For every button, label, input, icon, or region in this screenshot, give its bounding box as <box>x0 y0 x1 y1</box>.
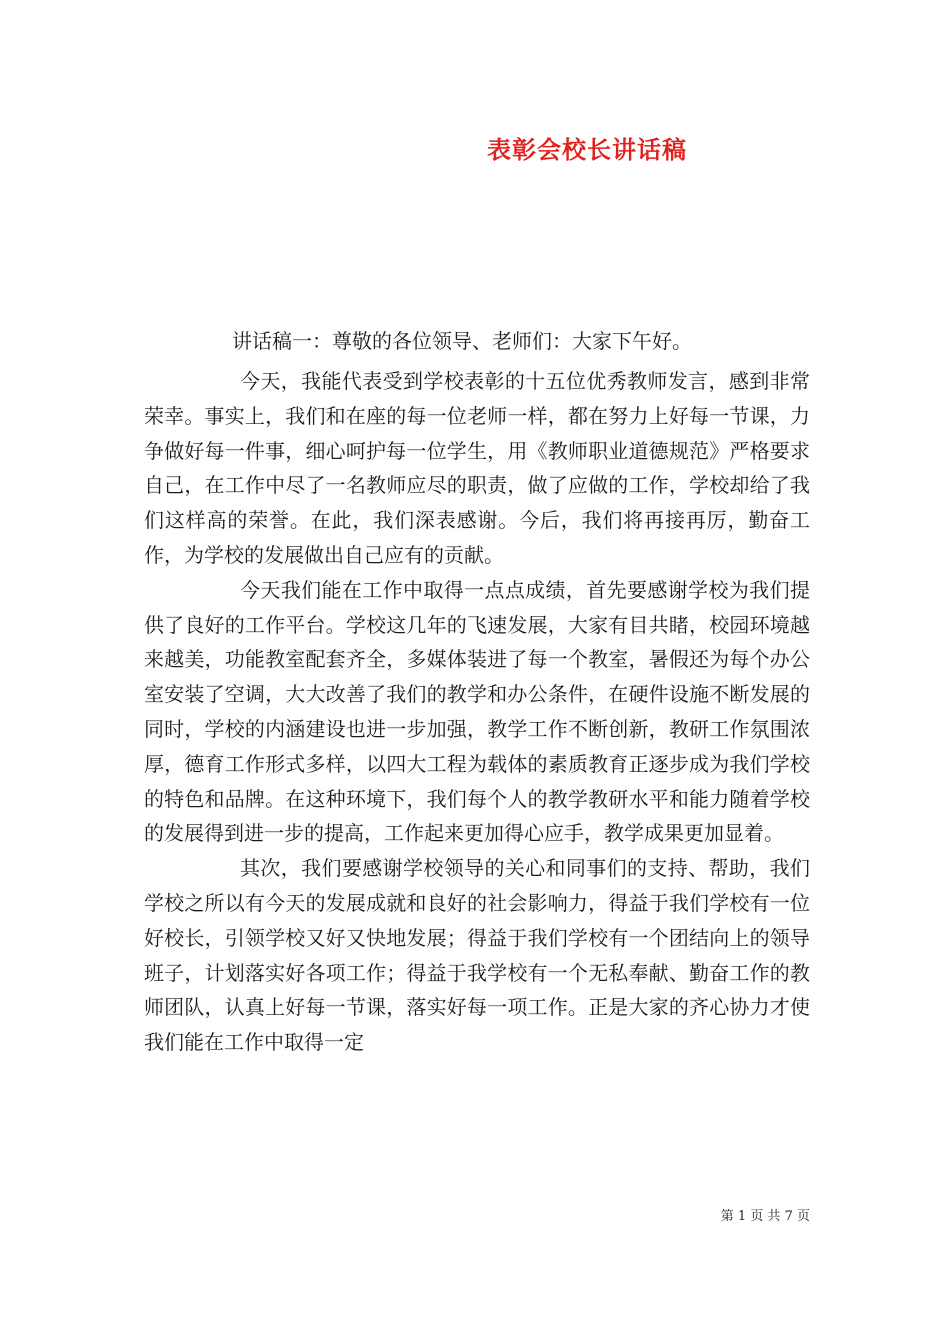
title-block <box>487 132 867 168</box>
document-body <box>144 364 810 1060</box>
document-title: 表彰会校长讲话稿 <box>487 135 687 164</box>
paragraph-3: 其次，我们要感谢学校领导的关心和同事们的支持、帮助，我们学校之所以有今天的发展成就和良好的社会影响力，得益于我们学校有一位好校长，引领学校又好又快地发展；得益于我们学校有一个团结向上的领导班子，计划落实好各项工作；得益于我学校有一个无私奉献、勤奋工作的教师团队，认真上好每一节课，落实好每一项工作。正是大家的齐心协力才使我们能在工作中取得一定 <box>144 856 810 1055</box>
paragraph-1: 今天，我能代表受到学校表彰的十五位优秀教师发言，感到非常荣幸。事实上，我们和在座的每一位老师一样，都在努力上好每一节课，力争做好每一件事，细心呵护每一位学生，用《教师职业道德规范》严格要求自己，在工作中尽了一名教师应尽的职责，做了应做的工作，学校却给了我们这样高的荣誉。在此，我们深表感谢。今后，我们将再接再厉，勤奋工作，为学校的发展做出自己应有的贡献。 <box>144 369 810 567</box>
paragraph-2: 今天我们能在工作中取得一点点成绩，首先要感谢学校为我们提供了良好的工作平台。学校这几年的飞速发展，大家有目共睹，校园环境越来越美，功能教室配套齐全，多媒体装进了每一个教室，暑假还为每个办公室安装了空调，大大改善了我们的教学和办公条件，在硬件设施不断发展的同时，学校的内涵建设也进一步加强，教学工作不断创新，教研工作氛围浓厚，德育工作形式多样，以四大工程为载体的素质教育正逐步成为我们学校的特色和品牌。在这种环境下，我们每个人的教学教研水平和能力随着学校的发展得到进一步的提高，工作起来更加得心应手，教学成果更加显着。 <box>144 577 810 846</box>
page-number-footer: 第 1 页 共 7 页 <box>720 1209 810 1224</box>
greeting-line: 讲话稿一：尊敬的各位领导、老师们：大家下午好。 <box>232 329 692 353</box>
